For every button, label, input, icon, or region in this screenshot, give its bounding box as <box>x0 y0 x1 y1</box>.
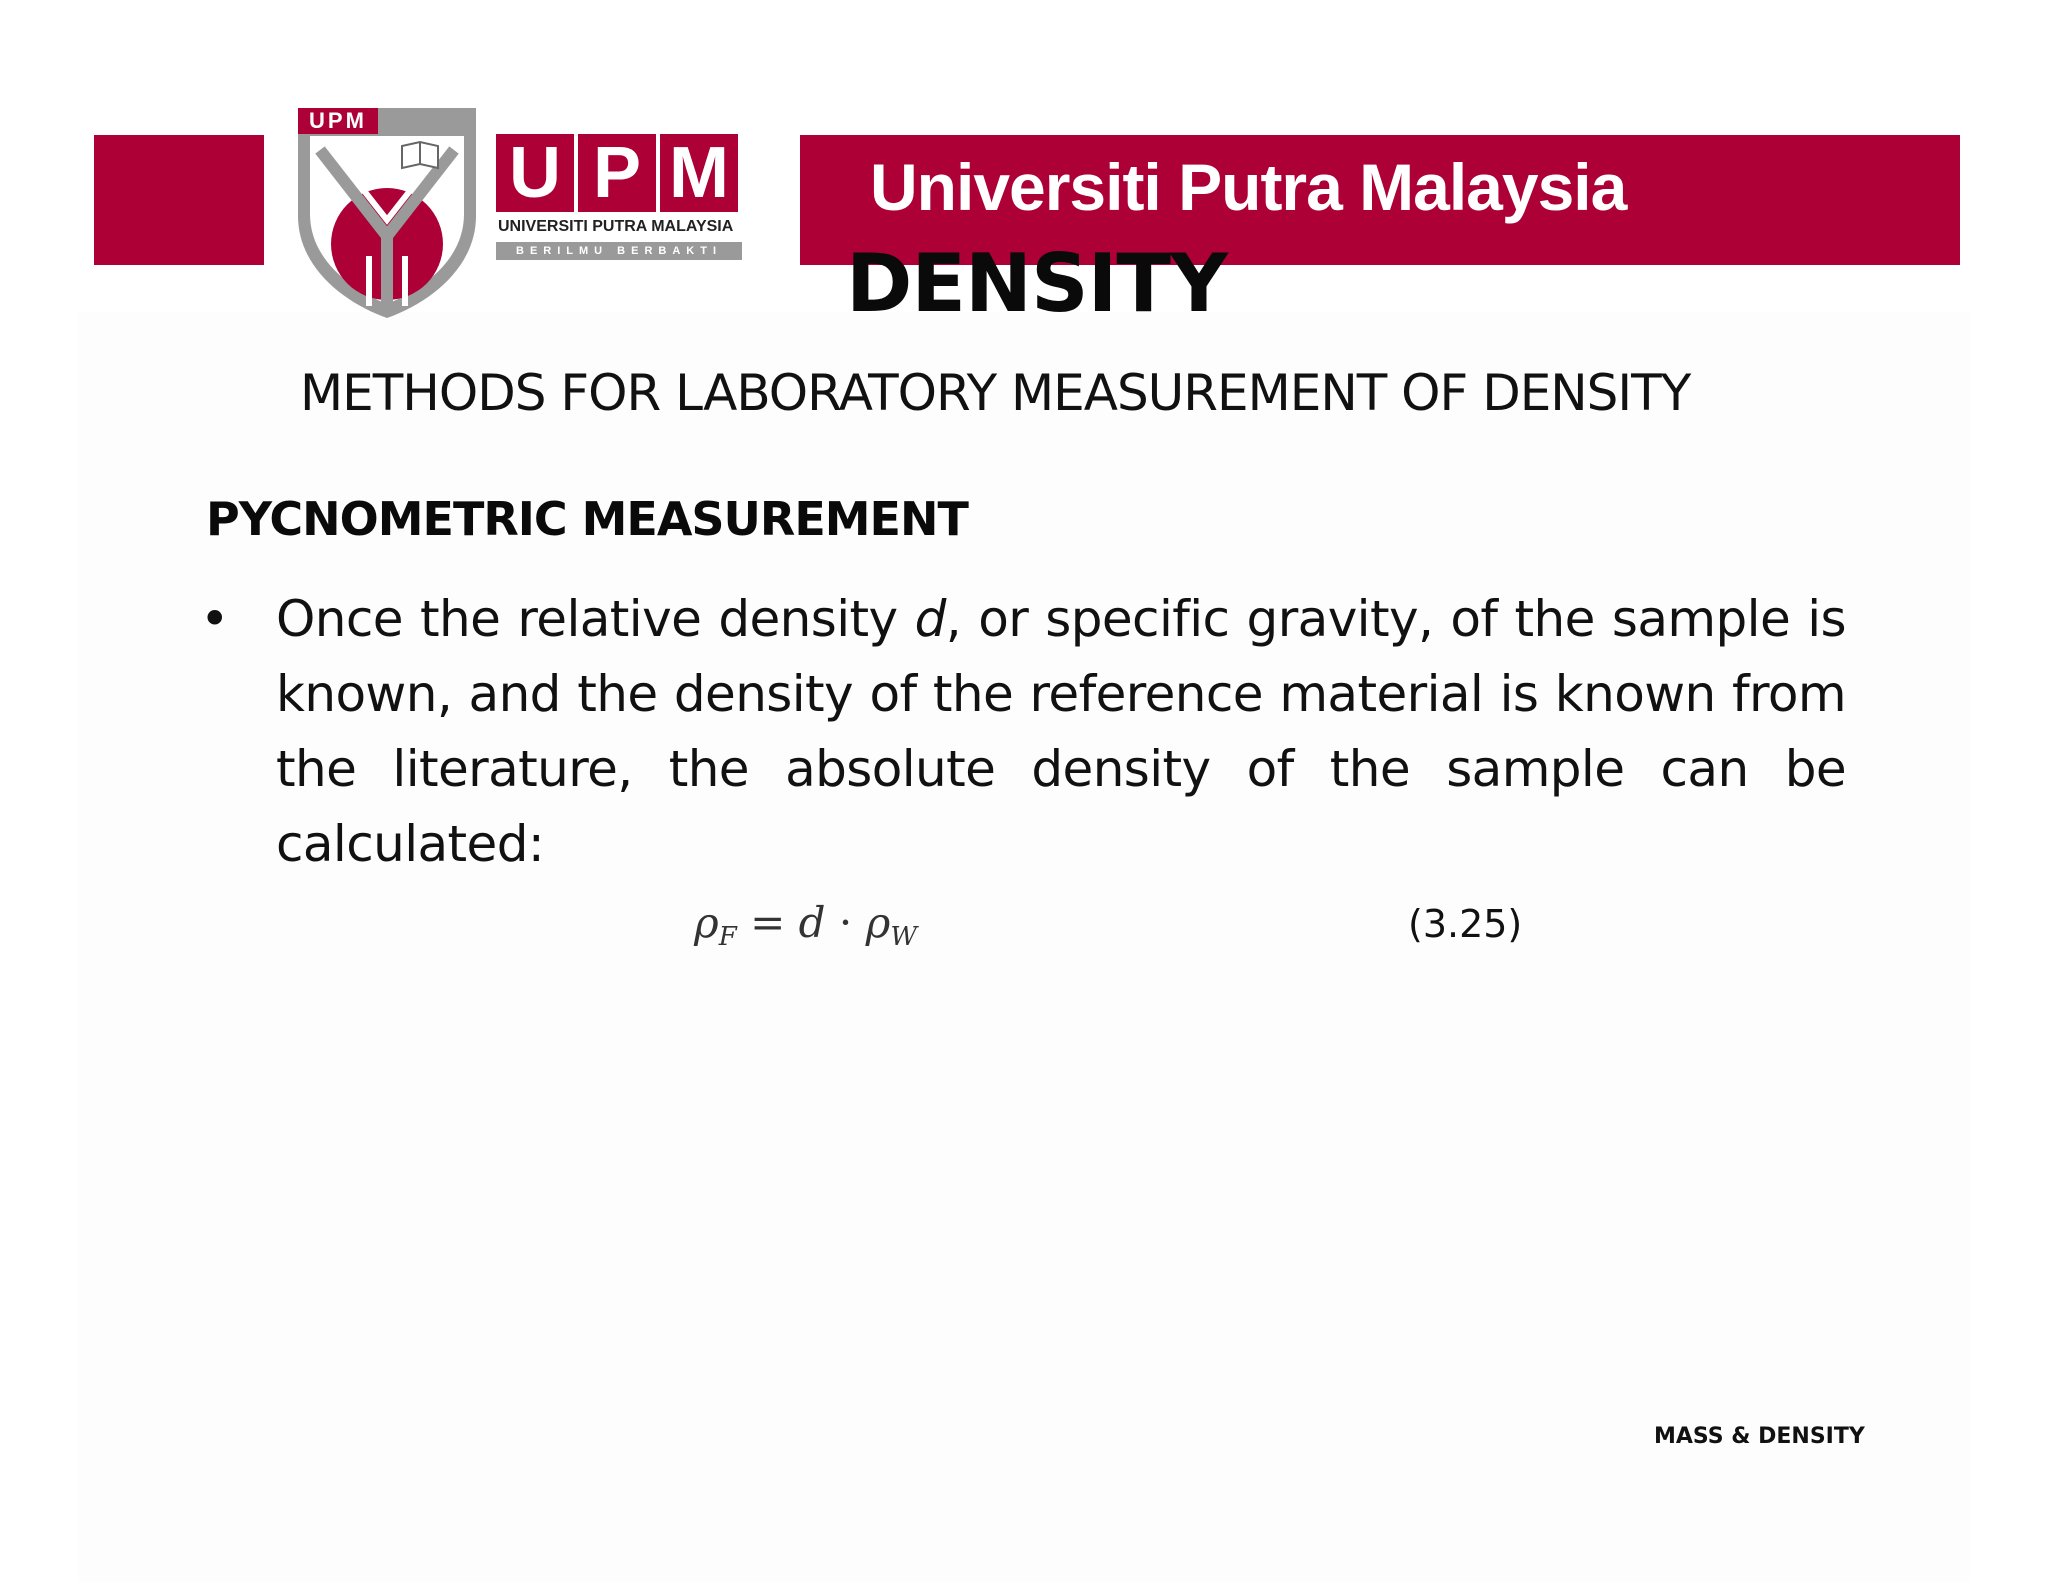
logo-letter-p: P <box>578 134 656 212</box>
equation-rho-w: ρ <box>865 898 891 947</box>
equation-sub-w: W <box>890 922 918 952</box>
slide-footer: MASS & DENSITY <box>1654 1424 1865 1449</box>
slide-subtitle: METHODS FOR LABORATORY MEASUREMENT OF DENSITY <box>300 364 1691 422</box>
bullet-text-start: Once the relative density <box>276 590 915 648</box>
equation-dot: · <box>838 898 853 947</box>
equation-sub-f: F <box>718 922 737 952</box>
upm-wordmark-logo <box>496 134 746 266</box>
bullet-text-end: , or specific gravity, of the sample is known, and the density of the reference material is known from the literature, the absolute density of the sample can be calculated: <box>276 590 1846 873</box>
equation-rho-f: ρ <box>694 898 719 947</box>
upm-shield-logo-icon <box>292 106 482 320</box>
equation <box>694 898 917 952</box>
equation-d: d <box>798 898 826 947</box>
logo-letter-m: M <box>660 134 738 212</box>
slide-title: DENSITY <box>846 237 1227 330</box>
bullet-text-italic-d: d <box>914 590 946 648</box>
university-name: Universiti Putra Malaysia <box>870 150 1627 224</box>
equation-equals: = <box>750 898 786 947</box>
section-heading: PYCNOMETRIC MEASUREMENT <box>206 492 968 546</box>
logo-letter-u: U <box>496 134 574 212</box>
bullet-dot-icon: • <box>200 590 230 648</box>
shield-label: UPM <box>309 108 367 133</box>
logo-letters <box>496 134 738 212</box>
equation-number: (3.25) <box>1408 902 1523 946</box>
logo-subname: UNIVERSITI PUTRA MALAYSIA <box>498 218 734 235</box>
logo-motto: BERILMU BERBAKTI <box>496 242 742 260</box>
header-band-left <box>94 135 264 265</box>
bullet-paragraph <box>276 582 1846 882</box>
